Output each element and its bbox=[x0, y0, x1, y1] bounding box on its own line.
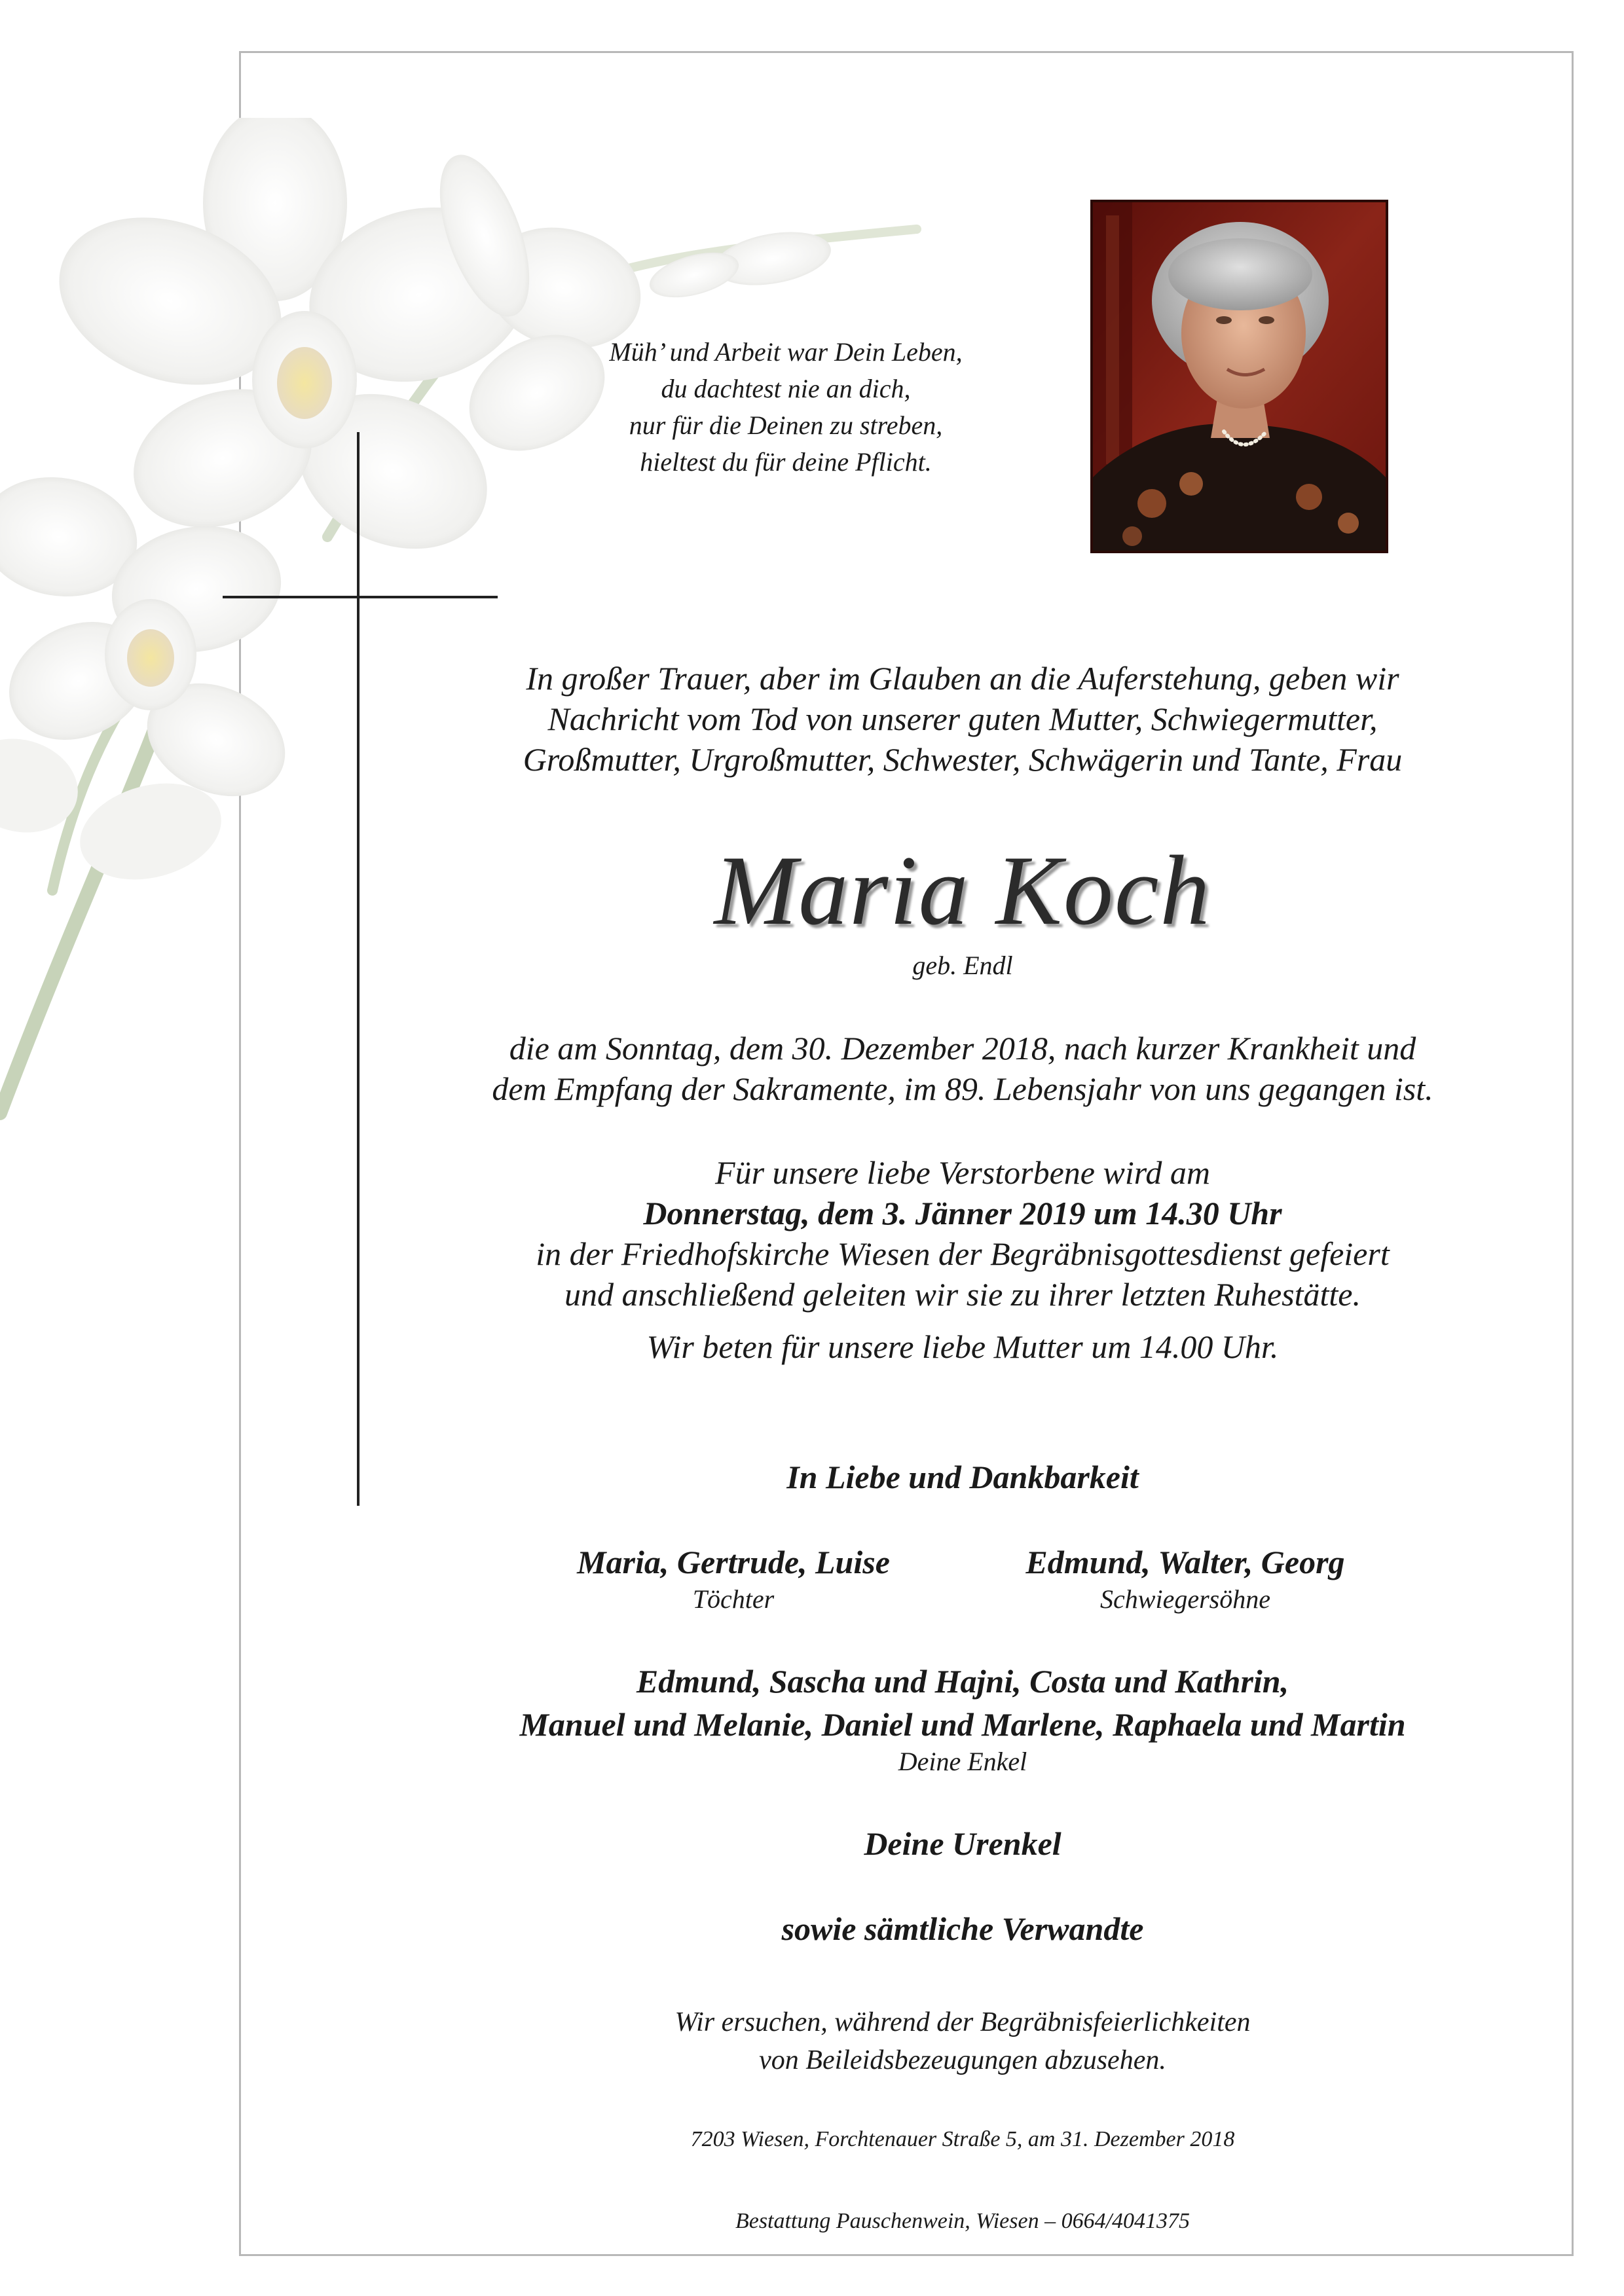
grandchildren-role: Deine Enkel bbox=[898, 1747, 1027, 1776]
announcement-intro bbox=[432, 658, 1493, 780]
funeral-line: in der Friedhofskirche Wiesen der Begräbnisgottesdienst gefeiert bbox=[536, 1235, 1390, 1272]
request-line: von Beileidsbezeugungen abzusehen. bbox=[759, 2045, 1166, 2075]
intro-line: Nachricht vom Tod von unserer guten Mutter, Schwiegermutter, bbox=[547, 701, 1378, 737]
deceased-name: Maria Koch bbox=[714, 835, 1211, 945]
poem-line: hieltest du für deine Pflicht. bbox=[640, 447, 932, 477]
daughters-group bbox=[485, 1542, 982, 1616]
grandchildren-line: Manuel und Melanie, Daniel und Marlene, Raphaela und Martin bbox=[519, 1706, 1406, 1743]
sons-in-law-role: Schwiegersöhne bbox=[1100, 1584, 1270, 1614]
birth-name: geb. Endl bbox=[912, 951, 1013, 980]
prayer-time: Wir beten für unsere liebe Mutter um 14.00 Uhr. bbox=[646, 1328, 1279, 1365]
funeral-line: Für unsere liebe Verstorbene wird am bbox=[715, 1154, 1210, 1191]
grandchildren-line: Edmund, Sascha und Hajni, Costa und Kathrin, bbox=[636, 1663, 1289, 1700]
funeral-line: und anschließend geleiten wir sie zu ihrer letzten Ruhestätte. bbox=[564, 1276, 1361, 1313]
death-notice bbox=[432, 1028, 1493, 1109]
daughters-names: Maria, Gertrude, Luise bbox=[577, 1544, 890, 1580]
request-line: Wir ersuchen, während der Begräbnisfeierlichkeiten bbox=[674, 2007, 1251, 2037]
condolence-request bbox=[432, 2003, 1493, 2079]
funeral-details bbox=[432, 1152, 1493, 1367]
closing-phrase: In Liebe und Dankbarkeit bbox=[786, 1459, 1139, 1495]
address-date: 7203 Wiesen, Forchtenauer Straße 5, am 31. Dezember 2018 bbox=[690, 2127, 1235, 2151]
great-grandchildren: Deine Urenkel bbox=[864, 1825, 1061, 1862]
intro-line: In großer Trauer, aber im Glauben an die Auferstehung, geben wir bbox=[526, 660, 1399, 697]
portrait-photo bbox=[1090, 200, 1388, 553]
death-line: dem Empfang der Sakramente, im 89. Lebensjahr von uns gegangen ist. bbox=[492, 1070, 1433, 1107]
sons-in-law-group bbox=[936, 1542, 1434, 1616]
memorial-poem bbox=[511, 334, 1061, 481]
sons-in-law-names: Edmund, Walter, Georg bbox=[1025, 1544, 1345, 1580]
poem-line: nur für die Deinen zu streben, bbox=[629, 410, 943, 440]
daughters-role: Töchter bbox=[692, 1584, 775, 1614]
cross-icon-horizontal bbox=[223, 596, 498, 598]
poem-line: Müh’ und Arbeit war Dein Leben, bbox=[609, 337, 963, 367]
grandchildren-names bbox=[432, 1660, 1493, 1746]
funeral-date-time: Donnerstag, dem 3. Jänner 2019 um 14.30 Uhr bbox=[643, 1195, 1282, 1231]
cross-icon-vertical bbox=[357, 432, 360, 1506]
poem-line: du dachtest nie an dich, bbox=[661, 374, 911, 403]
intro-line: Großmutter, Urgroßmutter, Schwester, Schwägerin und Tante, Frau bbox=[523, 741, 1403, 778]
relatives: sowie sämtliche Verwandte bbox=[781, 1910, 1144, 1947]
undertaker-contact: Bestattung Pauschenwein, Wiesen – 0664/4041375 bbox=[735, 2209, 1190, 2233]
death-line: die am Sonntag, dem 30. Dezember 2018, nach kurzer Krankheit und bbox=[509, 1030, 1416, 1066]
